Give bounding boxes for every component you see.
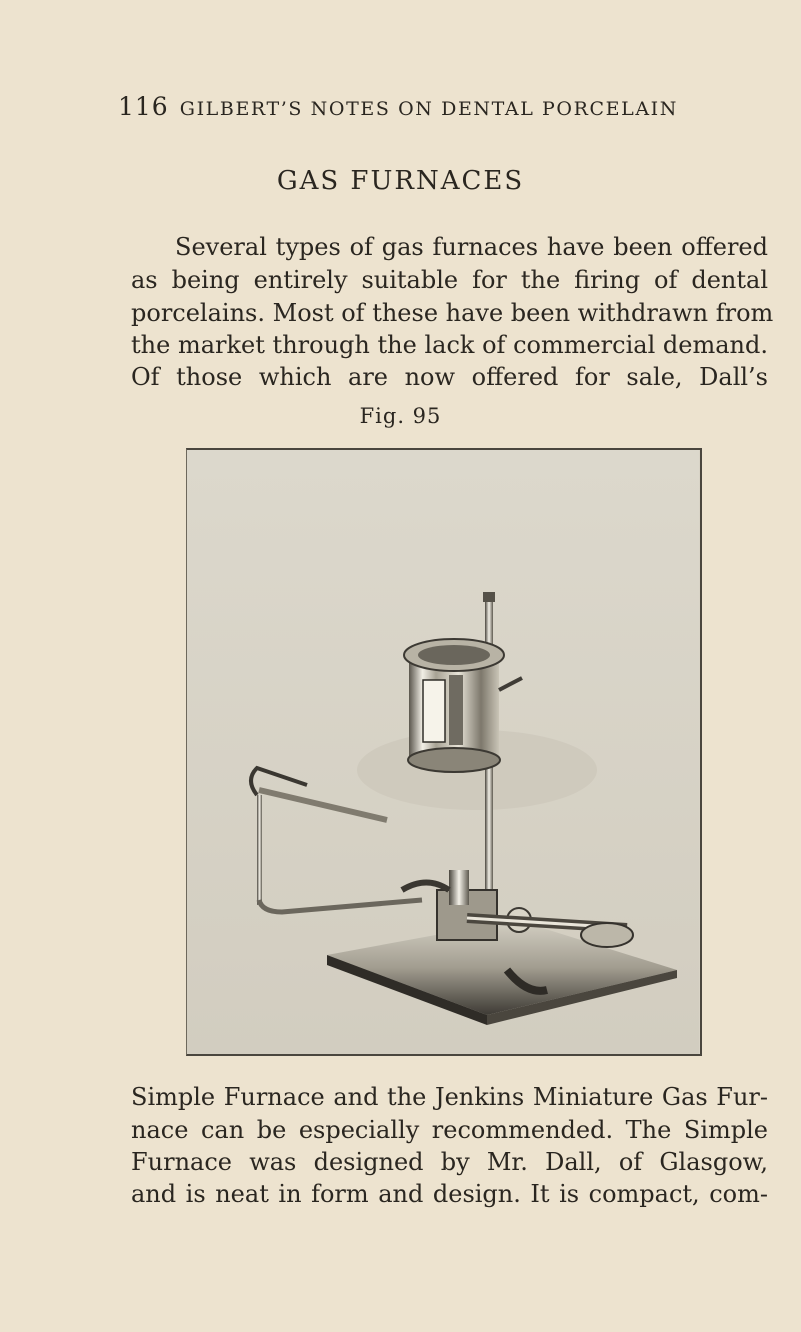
- paragraph-line: the market through the lack of commercial demand.: [131, 331, 768, 359]
- running-title: GILBERT’S NOTES ON DENTAL PORCELAIN: [179, 98, 678, 120]
- paragraph-line: Furnace was designed by Mr. Dall, of Glasgow,: [131, 1148, 768, 1176]
- paragraph-line: as being entirely suitable for the firing of dental: [131, 266, 768, 294]
- paragraph-line: nace can be especially recommended. The Simple: [131, 1116, 768, 1144]
- paragraph-line: Of those which are now offered for sale, Dall’s: [131, 363, 768, 391]
- section-heading: GAS FURNACES: [276, 166, 525, 196]
- paragraph-line: Several types of gas furnaces have been offered: [175, 233, 768, 261]
- figure-photograph: [186, 448, 702, 1056]
- furnace-illustration: [187, 450, 699, 1054]
- page-number: 116: [118, 92, 169, 121]
- paragraph-line: porcelains. Most of these have been withdrawn from: [131, 299, 774, 327]
- paragraph-line: Simple Furnace and the Jenkins Miniature Gas Fur-: [131, 1083, 768, 1111]
- figure-label: Fig. 95: [359, 404, 442, 428]
- paragraph-line: and is neat in form and design. It is compact, com-: [131, 1180, 768, 1208]
- running-head: [118, 92, 678, 121]
